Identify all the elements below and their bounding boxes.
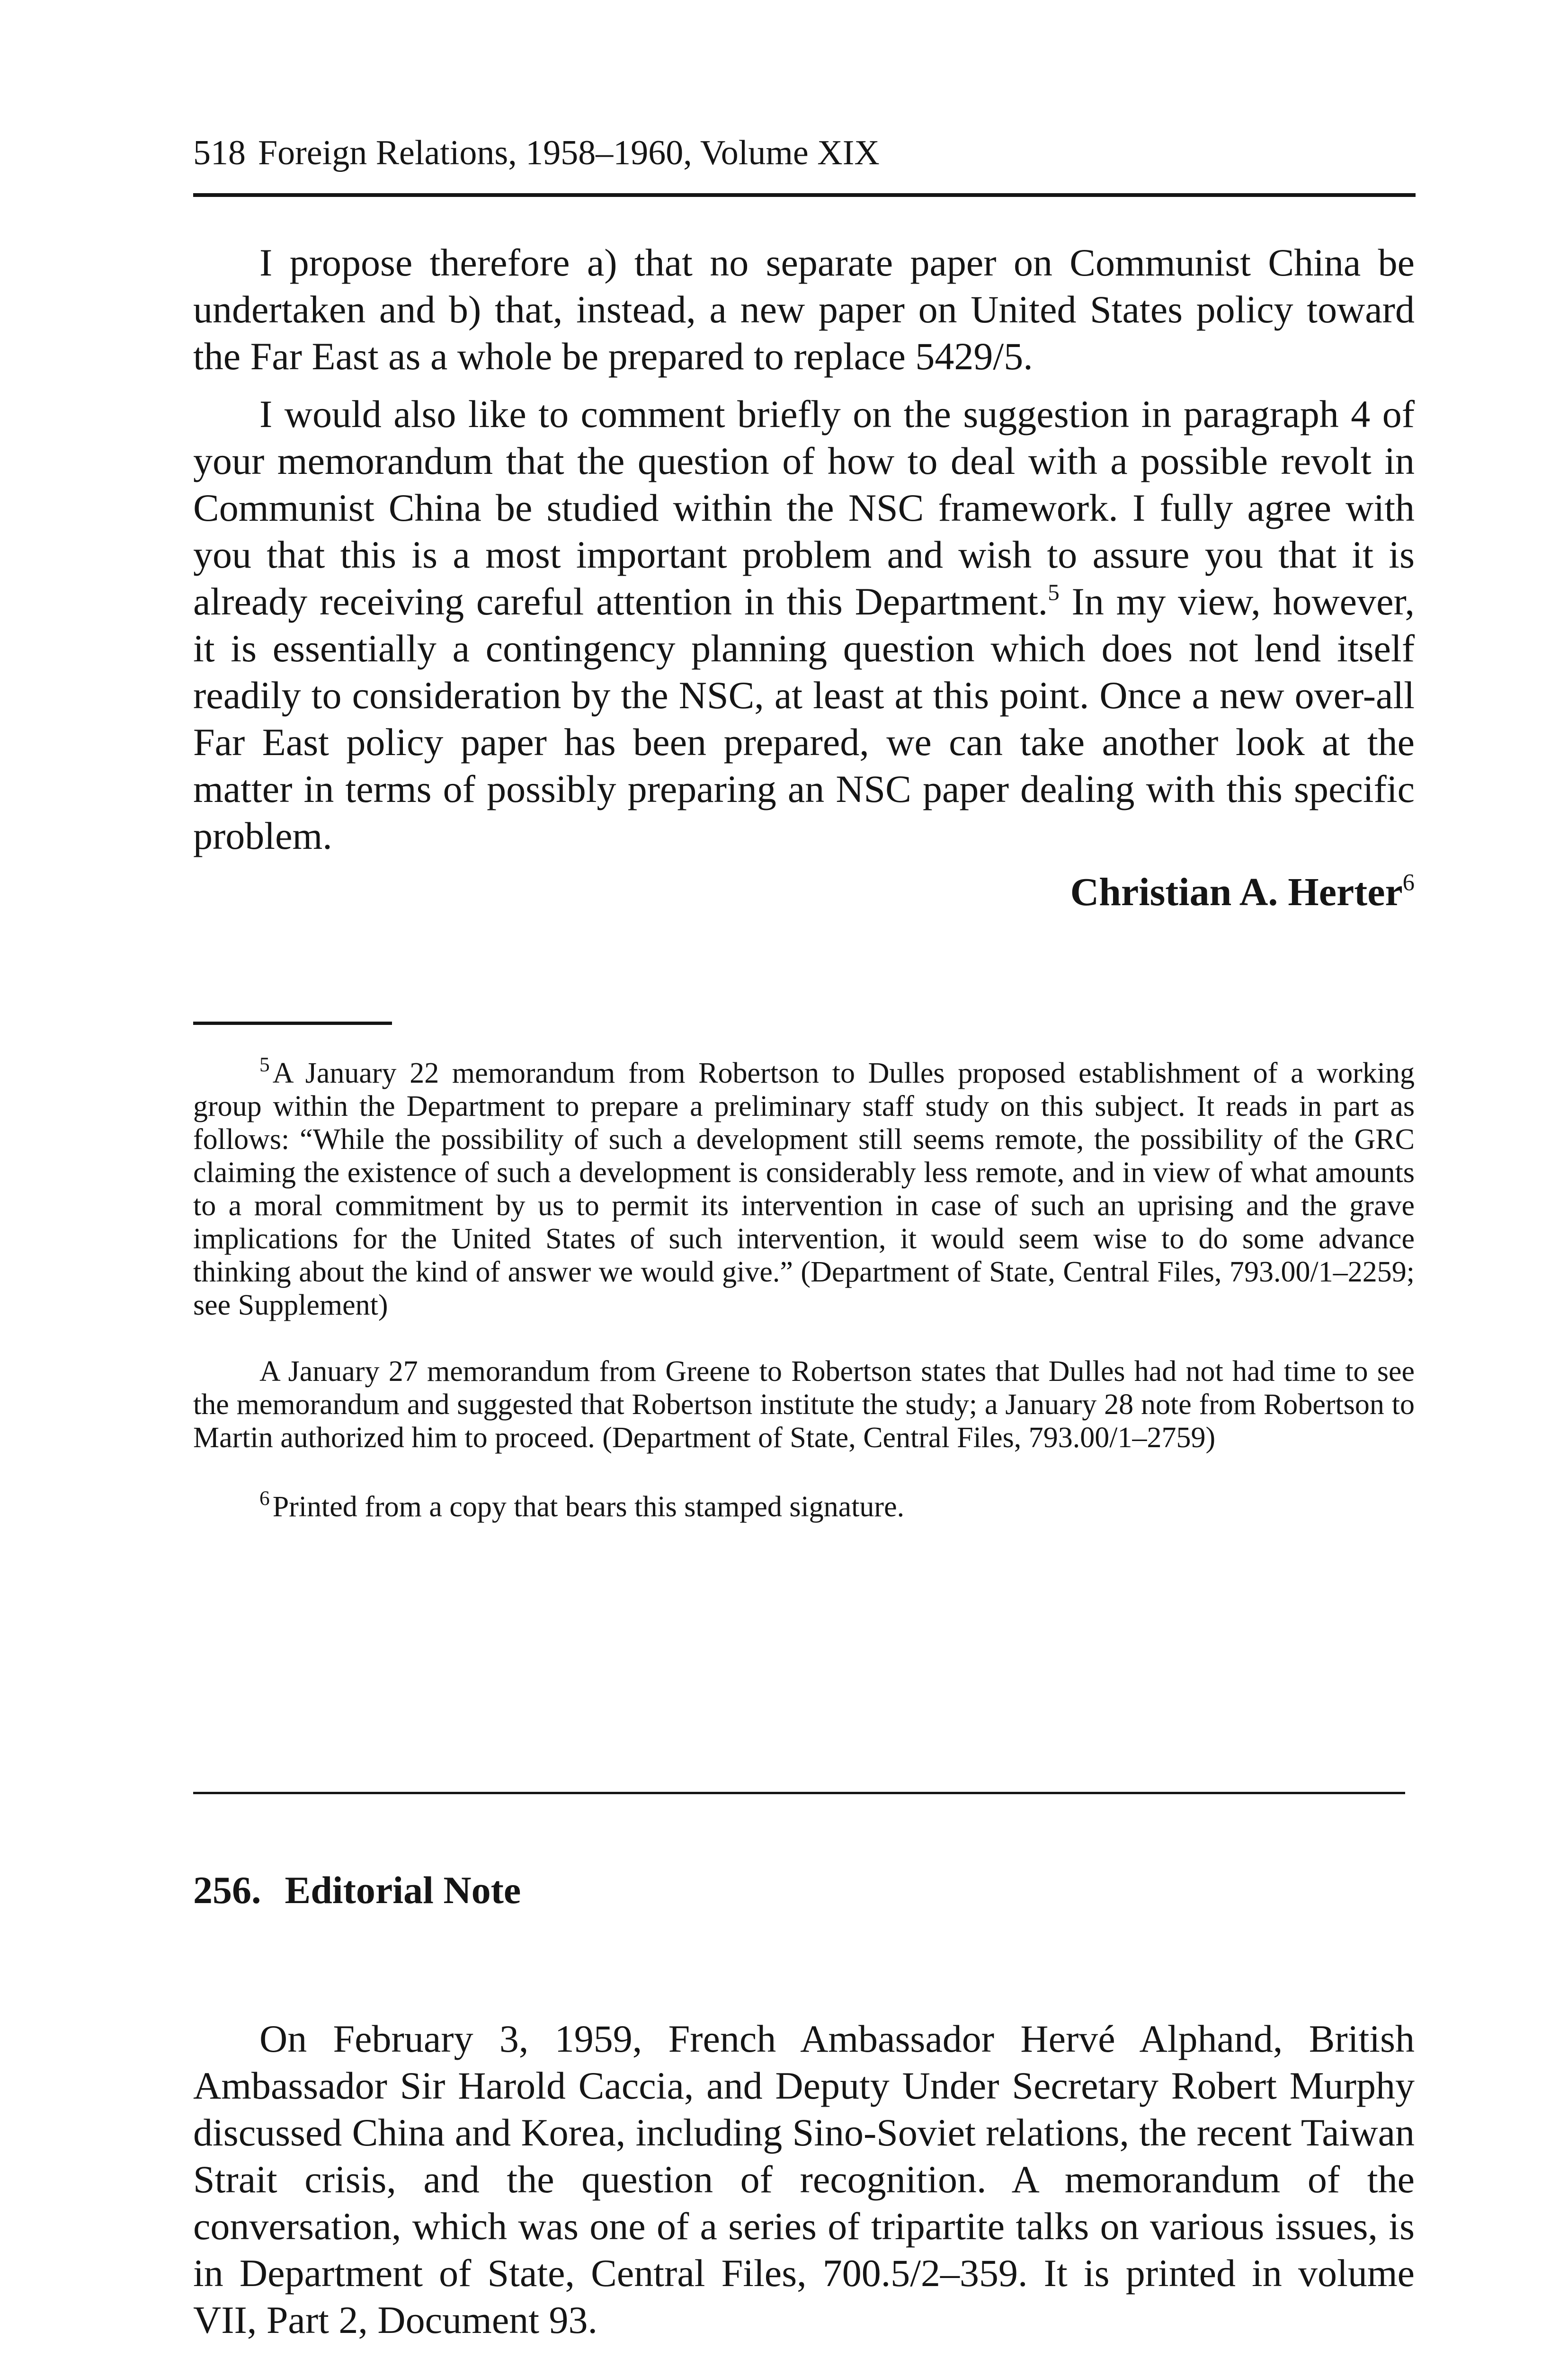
footnote-5-number: 5 bbox=[259, 1053, 270, 1077]
body-paragraph-1: I propose therefore a) that no separate paper on Communist China be undertaken and b) that, instead, a new paper on United States policy toward the Far East as a whole be prepared to replace 5429/5. bbox=[193, 241, 1415, 378]
paragraph-2-text-b: In my view, however, it is essentially a contingency planning question which does not lend itself readily to consideration by the NSC, at least at this point. Once a new over-all Far East policy paper has been prepared, we can take another look at the matter in terms of possibly preparing an NSC paper dealing with this specific problem. bbox=[193, 580, 1415, 857]
signature bbox=[852, 869, 1415, 916]
paragraph-2-text-a: I would also like to comment briefly on the suggestion in paragraph 4 of your memorandum that the question of how to deal with a possible revolt in Communist China be studied within the NSC framework. I fully agree with you that this is a most important problem and wish to assure you that it is already receiving careful attention in this Department. bbox=[193, 392, 1415, 623]
footnote-separator bbox=[193, 1022, 392, 1025]
section-separator bbox=[193, 1792, 1405, 1794]
volume-title: Foreign Relations, 1958–1960, Volume XIX bbox=[258, 133, 880, 172]
footnote-6 bbox=[193, 1487, 1415, 1523]
section-title: Editorial Note bbox=[285, 1869, 521, 1912]
header-rule bbox=[193, 193, 1416, 197]
footnote-5-text: A January 22 memorandum from Robertson to Dulles proposed establishment of a working group within the Department to prepare a preliminary staff study on this subject. It reads in part as follows: “While the possibility of such a development still seems remote, the possibility of the GRC claiming the existence of such a development is considerably less remote, and in view of what amounts to a moral commitment by us to permit its intervention in case of such an uprising and the grave implications for the United States of such intervention, it would seem wise to do some advance thinking about the kind of answer we would give.” (Department of State, Central Files, 793.00/1–2259; see Supplement) bbox=[193, 1057, 1415, 1321]
footnote-5-paragraph-2: A January 27 memorandum from Greene to Robertson states that Dulles had not had time to see the memorandum and suggested that Robertson institute the study; a January 28 note from Robertson to Martin authorized him to proceed. (Department of State, Central Files, 793.00/1–2759) bbox=[193, 1355, 1415, 1454]
footnote-ref-6: 6 bbox=[1402, 869, 1415, 896]
signature-name: Christian A. Herter bbox=[1070, 870, 1403, 914]
body-paragraph-2 bbox=[193, 391, 1415, 859]
document-number: 256. bbox=[193, 1869, 261, 1912]
footnote-ref-5: 5 bbox=[1048, 579, 1060, 605]
footnote-6-number: 6 bbox=[259, 1487, 270, 1510]
section-heading bbox=[193, 1867, 521, 1914]
footnote-5-paragraph-1 bbox=[193, 1053, 1415, 1322]
editorial-note-paragraph: On February 3, 1959, French Ambassador Hervé Alphand, British Ambassador Sir Harold Caccia, and Deputy Under Secretary Robert Murphy discussed China and Korea, including Sino-Soviet relations, the recent Taiwan Strait crisis, and the question of recognition. A memorandum of the conversation, which was one of a series of tripartite talks on various issues, is in Department of State, Central Files, 700.5/2–359. It is printed in volume VII, Part 2, Document 93. bbox=[193, 2017, 1415, 2341]
footnote-6-text: Printed from a copy that bears this stamped signature. bbox=[272, 1491, 905, 1523]
page-number: 518 bbox=[193, 133, 246, 172]
running-header bbox=[193, 132, 1415, 174]
